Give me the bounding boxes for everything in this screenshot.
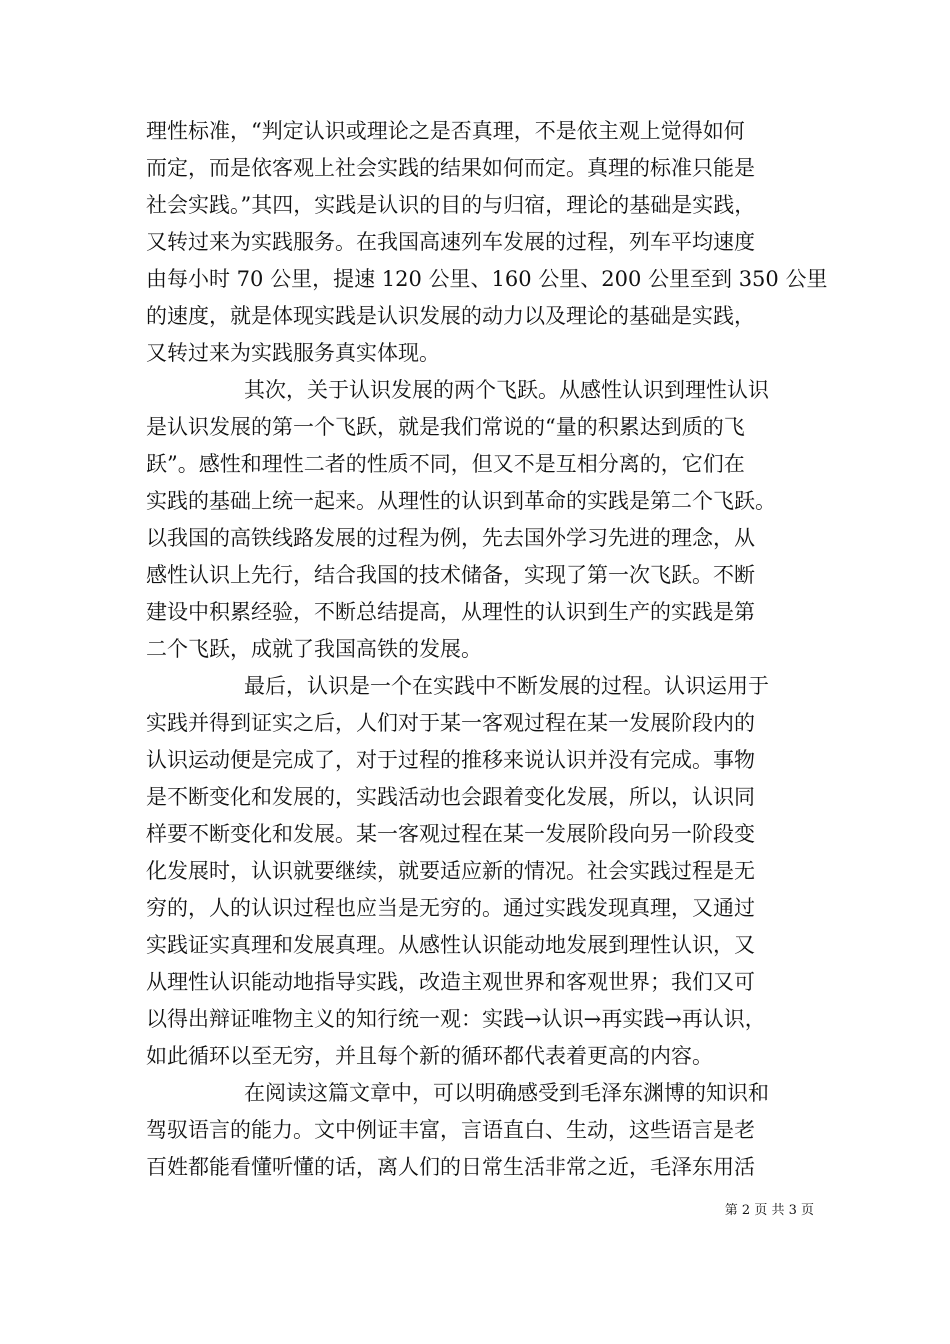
text-line: 如此循环以至无穷，并且每个新的循环都代表着更高的内容。 (146, 1044, 713, 1068)
text-line: 百姓都能看懂听懂的话，离人们的日常生活非常之近，毛泽东用活 (146, 1155, 755, 1179)
text-line: 从理性认识能动地指导实践，改造主观世界和客观世界；我们又可 (146, 970, 755, 994)
text-line: 由每小时 70 公里，提速 120 公里、160 公里、200 公里至到 350 公里 (146, 267, 828, 291)
text-line: 以我国的高铁线路发展的过程为例，先去国外学习先进的理念，从 (146, 526, 755, 550)
text-line: 认识运动便是完成了，对于过程的推移来说认识并没有完成。事物 (146, 748, 755, 772)
text-line: 是不断变化和发展的，实践活动也会跟着变化发展，所以，认识同 (146, 785, 755, 809)
text-line: 又转过来为实践服务真实体现。 (146, 341, 440, 365)
document-body (146, 113, 828, 1186)
text-line: 样要不断变化和发展。某一客观过程在某一发展阶段向另一阶段变 (146, 822, 755, 846)
text-line: 建设中积累经验，不断总结提高，从理性的认识到生产的实践是第 (146, 600, 755, 624)
document-page (146, 113, 828, 1186)
text-line: 实践并得到证实之后，人们对于某一客观过程在某一发展阶段内的 (146, 711, 755, 735)
text-line: 又转过来为实践服务。在我国高速列车发展的过程，列车平均速度 (146, 230, 755, 254)
text-line: 的速度，就是体现实践是认识发展的动力以及理论的基础是实践， (146, 304, 755, 328)
text-line: 在阅读这篇文章中，可以明确感受到毛泽东渊博的知识和 (244, 1081, 769, 1105)
text-line: 理性标准，“判定认识或理论之是否真理，不是依主观上觉得如何 (146, 119, 745, 143)
text-line: 感性认识上先行，结合我国的技术储备，实现了第一次飞跃。不断 (146, 563, 755, 587)
text-line: 是认识发展的第一个飞跃，就是我们常说的“量的积累达到质的飞 (146, 415, 745, 439)
text-line: 化发展时，认识就要继续，就要适应新的情况。社会实践过程是无 (146, 859, 755, 883)
text-line: 而定，而是依客观上社会实践的结果如何而定。真理的标准只能是 (146, 156, 755, 180)
text-line: 社会实践。”其四，实践是认识的目的与归宿，理论的基础是实践， (146, 193, 756, 217)
text-line: 穷的，人的认识过程也应当是无穷的。通过实践发现真理，又通过 (146, 896, 755, 920)
text-line: 最后，认识是一个在实践中不断发展的过程。认识运用于 (244, 674, 769, 698)
paragraph-finally (146, 668, 814, 1075)
paragraph-reading (146, 1075, 814, 1186)
text-line: 以得出辩证唯物主义的知行统一观：实践→认识→再实践→再认识， (146, 1007, 766, 1031)
page-number-footer: 第 2 页 共 3 页 (724, 1203, 814, 1218)
text-line: 实践证实真理和发展真理。从感性认识能动地发展到理性认识，又 (146, 933, 755, 957)
text-line: 跃”。感性和理性二者的性质不同，但又不是互相分离的，它们在 (146, 452, 745, 476)
paragraph-two-leaps (146, 372, 814, 668)
text-line: 其次，关于认识发展的两个飞跃。从感性认识到理性认识 (244, 378, 769, 402)
text-line: 二个飞跃，成就了我国高铁的发展。 (146, 637, 482, 661)
paragraph-continuation (146, 113, 828, 372)
text-line: 驾驭语言的能力。文中例证丰富，言语直白、生动，这些语言是老 (146, 1118, 755, 1142)
text-line: 实践的基础上统一起来。从理性的认识到革命的实践是第二个飞跃。 (146, 489, 776, 513)
